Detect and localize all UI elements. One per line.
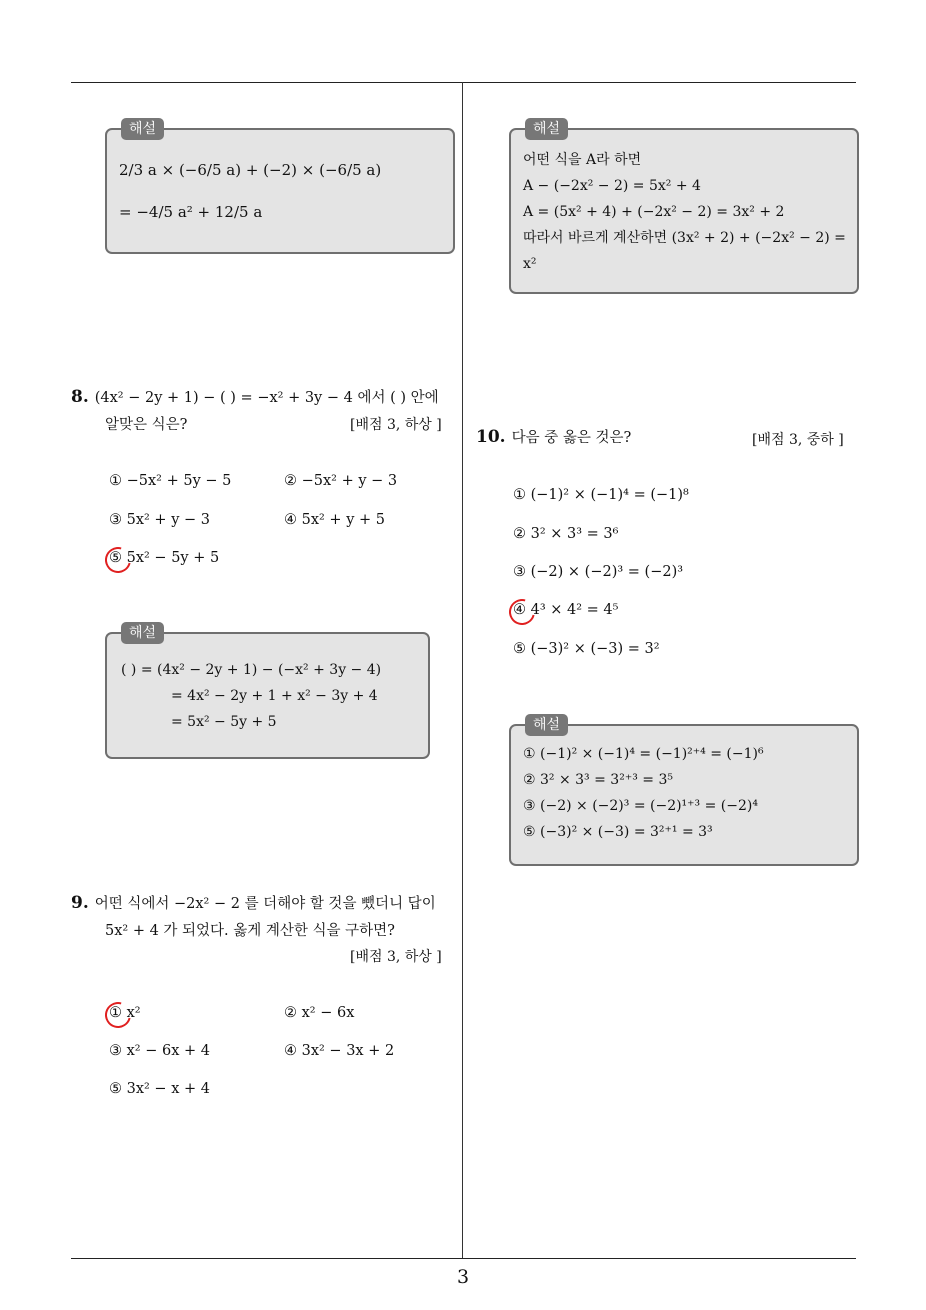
column-divider [462,82,463,1258]
answer-mark [100,542,136,578]
option-2[interactable]: ② −5x² + y − 3 [284,473,398,489]
option-1[interactable]: ① (−1)² × (−1)⁴ = (−1)⁸ [513,487,689,503]
solution-line: 2/3 a × (−6/5 a) + (−2) × (−6/5 a) [119,161,382,179]
option-4[interactable]: ④ 4³ × 4² = 4⁵ [513,602,619,618]
option-4[interactable]: ④ 3x² − 3x + 2 [284,1043,395,1059]
score-label: [배점 3, 하상 ] [350,949,442,965]
solution-tag: 해설 [121,118,164,140]
solution-line: ( ) = (4x² − 2y + 1) − (−x² + 3y − 4) [121,662,382,678]
question-text: 다음 중 옳은 것은? [511,430,632,446]
question-text: (4x² − 2y + 1) − ( ) = −x² + 3y − 4 에서 ( ) 안에 [94,390,439,406]
solution-tag: 해설 [525,714,568,736]
question-text: 5x² + 4 가 되었다. 옳게 계산한 식을 구하면? [105,923,395,939]
solution-line: = −4/5 a² + 12/5 a [119,203,263,221]
solution-line: ① (−1)² × (−1)⁴ = (−1)²⁺⁴ = (−1)⁶ [523,746,764,762]
question-number: 9. [71,893,89,913]
score-label: [배점 3, 하상 ] [350,417,442,433]
solution-box-9 [509,121,859,294]
solution-line: ③ (−2) × (−2)³ = (−2)¹⁺³ = (−2)⁴ [523,798,758,814]
solution-line: = 5x² − 5y + 5 [171,714,277,730]
question-text: 알맞은 식은? [105,417,188,433]
question-text: 어떤 식에서 −2x² − 2 를 더해야 할 것을 뺐더니 답이 [94,896,436,912]
solution-tag: 해설 [121,622,164,644]
solution-box-8 [105,625,430,759]
score-label: [배점 3, 중하 ] [752,432,844,448]
header-rule [71,82,856,83]
option-5[interactable]: ⑤ 5x² − 5y + 5 [109,550,220,566]
question-number: 8. [71,387,89,407]
option-3[interactable]: ③ x² − 6x + 4 [109,1043,210,1059]
solution-line: 어떤 식을 A라 하면 [523,152,642,168]
solution-box-7 [105,121,455,254]
option-3[interactable]: ③ 5x² + y − 3 [109,512,210,528]
solution-line: A = (5x² + 4) + (−2x² − 2) = 3x² + 2 [523,204,785,220]
option-1[interactable]: ① −5x² + 5y − 5 [109,473,232,489]
page-number: 3 [456,1266,470,1288]
solution-line: ⑤ (−3)² × (−3) = 3²⁺¹ = 3³ [523,824,713,840]
question-number: 10. [476,427,506,447]
option-1[interactable]: ① x² [109,1005,141,1021]
solution-tag: 해설 [525,118,568,140]
solution-line: A − (−2x² − 2) = 5x² + 4 [523,178,701,194]
option-5[interactable]: ⑤ 3x² − x + 4 [109,1081,210,1097]
solution-box-10 [509,717,859,866]
option-3[interactable]: ③ (−2) × (−2)³ = (−2)³ [513,564,684,580]
answer-mark [100,997,136,1033]
solution-line: = 4x² − 2y + 1 + x² − 3y + 4 [171,688,378,704]
option-2[interactable]: ② x² − 6x [284,1005,355,1021]
footer-rule [71,1258,856,1259]
solution-line: ② 3² × 3³ = 3²⁺³ = 3⁵ [523,772,673,788]
question-9 [71,890,456,945]
option-2[interactable]: ② 3² × 3³ = 3⁶ [513,526,619,542]
option-4[interactable]: ④ 5x² + y + 5 [284,512,385,528]
solution-line: 따라서 바르게 계산하면 (3x² + 2) + (−2x² − 2) = [523,230,846,246]
answer-mark [504,594,540,630]
option-5[interactable]: ⑤ (−3)² × (−3) = 3² [513,641,660,657]
solution-line: x² [523,256,537,272]
